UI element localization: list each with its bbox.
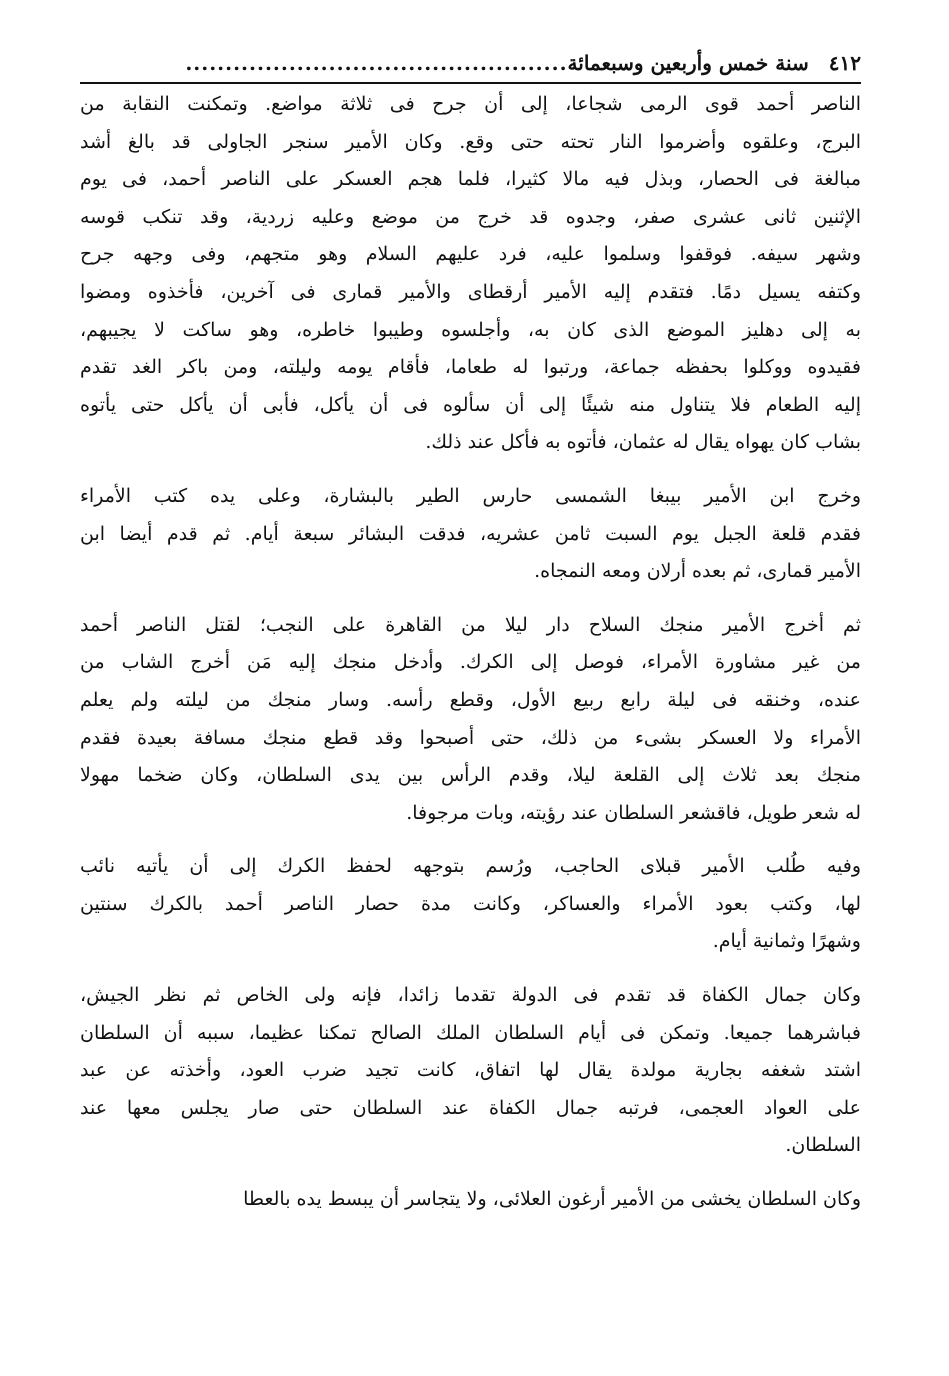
text-line: لها، وكتب بعود الأمراء والعساكر، وكانت مدة حصار الناصر أحمد بالكرك سنتين (80, 892, 861, 915)
text-line: وكتفه يسيل دمًا. فتقدم إليه الأمير أرقطاى والأمير قمارى فى آخرين، فأخذوه ومضوا (80, 280, 861, 303)
running-title: سنة خمس وأربعين وسبعمائة (567, 51, 809, 75)
text-line: الناصر أحمد قوى الرمى شجاعا، إلى أن جرح فى ثلاثة مواضع. وتمكنت النقابة من (80, 93, 861, 115)
text-line: منجك بعد ثلاث إلى القلعة ليلا، وقدم الرأس بين يدى السلطان، وكان ضخما مهولا (80, 764, 861, 787)
text-line: وكان السلطان يخشى من الأمير أرغون العلائى، ولا يتجاسر أن يبسط يده بالعطا (243, 1188, 861, 1211)
page-body (80, 86, 861, 1235)
text-line: فقيدوه ووكلوا بحفظه جماعة، ورتبوا له طعاما، فأقام يومه وليلته، ومن باكر الغد تقدم (80, 356, 861, 379)
text-line: على العواد العجمى، فرتبه جمال الكفاة عند السلطان حتى صار يجلس معها عند (80, 1096, 861, 1119)
text-line: من غير مشاورة الأمراء، فوصل إلى الكرك. وأدخل منجك إليه مَن أخرج الشاب من (80, 651, 861, 674)
text-line: فقدم قلعة الجبل يوم السبت ثامن عشريه، فدقت البشائر سبعة أيام. ثم قدم أيضا ابن (80, 522, 861, 545)
text-line: وشهرًا وثمانية أيام. (712, 930, 861, 953)
paragraph (80, 848, 861, 961)
text-line: وشهر سيفه. فوقفوا وسلموا عليه، فرد عليهم السلام وهو متجهم، وفى وجهه جرح (80, 243, 861, 266)
text-line: به إلى دهليز الموضع الذى كان به، وأجلسوه وطيبوا خاطره، وهو ساكت لا يجيبهم، (80, 318, 861, 341)
text-line: فباشرهما جميعا. وتمكن فى أيام السلطان الملك الصالح تمكنا عظيما، سببه أن السلطان (80, 1021, 861, 1044)
text-line: الأمير قمارى، ثم بعده أرلان ومعه النمجاه. (534, 560, 861, 583)
paragraph (80, 977, 861, 1165)
paragraph (80, 607, 861, 833)
text-line: له شعر طويل، فاقشعر السلطان عند رؤيته، وبات مرجوفا. (406, 801, 861, 824)
text-line: وكان جمال الكفاة قد تقدم فى الدولة تقدما زائدا، فإنه ولى الخاص ثم نظر الجيش، (80, 984, 861, 1007)
text-line: الإثنين ثانى عشرى صفر، وجدوه قد خرج من موضع وعليه زردية، وقد تنكب قوسه (80, 205, 861, 228)
text-line: البرج، وعلقوه وأضرموا النار تحته حتى وقع. وكان الأمير سنجر الجاولى قد بالغ أشد (80, 130, 861, 153)
paragraph (80, 1181, 861, 1219)
page-header (80, 44, 861, 84)
text-line: مبالغة فى الحصار، وبذل فيه مالا كثيرا، فلما هجم العسكر على الناصر أحمد، فى يوم (80, 168, 861, 191)
text-line: بشاب كان يهواه يقال له عثمان، فأتوه به فأكل عند ذلك. (425, 431, 861, 454)
paragraph (80, 478, 861, 591)
paragraph (80, 86, 861, 462)
text-line: إليه الطعام فلا يتناول منه شيئًا إلى أن سألوه فى أن يأكل، فأبى أن يأكل حتى يأتوه (80, 393, 861, 416)
text-line: وفيه طُلب الأمير قبلاى الحاجب، ورُسم بتوجهه لحفظ الكرك إلى أن يأتيه نائب (80, 855, 861, 878)
page-number: ٤١٢ (828, 51, 861, 75)
text-line: اشتد شغفه بجارية مولدة يقال لها اتفاق، كانت تجيد ضرب العود، وأخذته عن عبد (80, 1059, 861, 1082)
text-line: السلطان. (785, 1134, 861, 1157)
header-dot-leader: ................................................ (185, 51, 568, 75)
text-line: الأمراء ولا العسكر بشىء من ذلك، حتى أصبحوا وقد قطع منجك مسافة بعيدة فقدم (80, 726, 861, 749)
text-line: ثم أخرج الأمير منجك السلاح دار ليلا من القاهرة على النجب؛ لقتل الناصر أحمد (80, 613, 861, 636)
text-line: وخرج ابن الأمير بيبغا الشمسى حارس الطير بالبشارة، وعلى يده كتب الأمراء (80, 484, 861, 507)
text-line: عنده، وخنقه فى ليلة رابع ربيع الأول، وقطع رأسه. وسار منجك من ليلته ولم يعلم (80, 688, 861, 711)
